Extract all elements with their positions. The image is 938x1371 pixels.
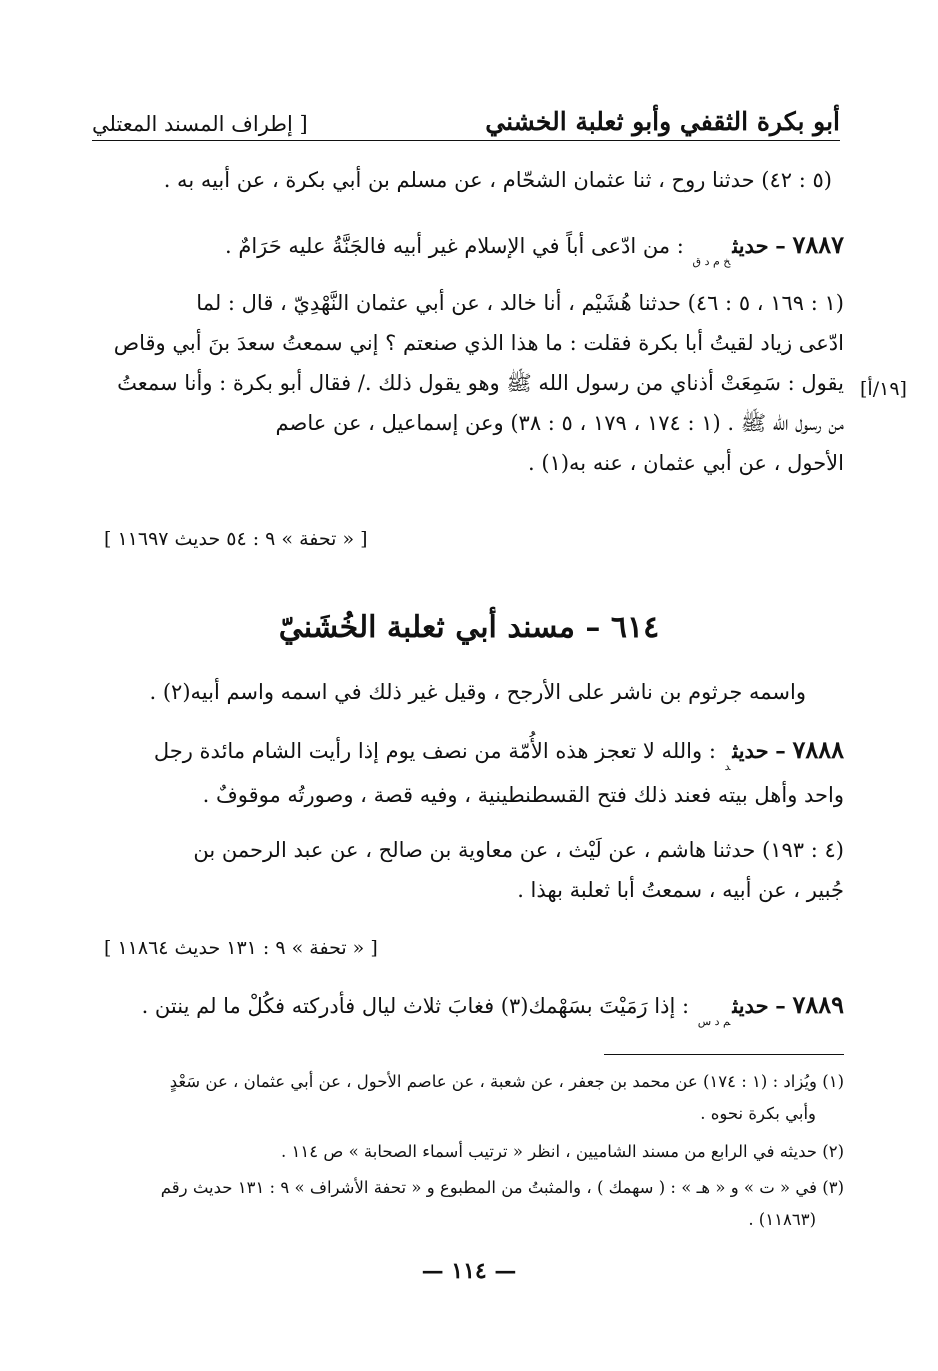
hadith-7888 [92,730,844,815]
chain-paragraph-2 [92,283,844,483]
hadith-sigla: خ م د ق [692,255,731,268]
hadith-label: حديث [732,993,769,1018]
header-title: أبو بكرة الثقفي وأبو ثعلبة الخشني [485,107,840,136]
hadith-label: حديث [732,738,769,763]
text-line: من رسول الله ﷺ . (١ : ١٧٤ ، ١٧٩ ، ٥ : ٣٨) وعن إسماعيل ، عن عاصم [275,411,844,435]
hadith-text: : والله لا تعجز هذه الأُمّة من نصف يوم إذا رأيت الشام مائدة رجل [153,739,716,763]
hadith-7887 [92,225,844,270]
musnad-section-title: ٦١٤ – مسند أبي ثعلبة الخُشَنيّ [278,610,660,645]
footnote-divider [604,1054,844,1055]
footnote-3-line-2: (١١٨٦٣) . [748,1210,816,1229]
hadith-number: ٧٨٨٩ [792,990,844,1019]
text-line: جُبير ، عن أبيه ، سمعتُ أبا ثعلبة بهذا . [517,878,844,902]
text-line: (١ : ١٦٩ ، ٥ : ٤٦) حدثنا هُشَيْم ، أنا خالد ، عن أبي عثمان النَّهْدِيّ ، قال : لما [196,291,844,315]
text-line: يقول : سَمِعَتْ أذناي من رسول الله ﷺ وهو يقول ذلك ./ فقال أبو بكرة : وأنا سمعتُ [117,371,844,395]
text-line: (٥ : ٤٢) حدثنا روح ، ثنا عثمان الشحّام ، عن مسلم بن أبي بكرة ، عن أبيه به . [163,168,832,192]
hadith-label: حديث [732,233,769,258]
hadith-text: : من ادّعى أباً في الإسلام غير أبيه فالجَنَّةُ عليه حَرَامٌ . [225,234,684,258]
footnote-2: (٢) حديثه في الرابع من مسند الشاميين ، انظر « ترتيب أسماء الصحابة » ص ١١٤ . [281,1142,844,1161]
footnote-1-line-1: (١) ويُزاد : (١ : ١٧٤) عن محمد بن جعفر ، عن شعبة ، عن عاصم الأحول ، عن أبي عثمان ، عن سَعْدٍ [169,1072,844,1091]
footnote-3-line-1: (٣) في « ت » و « هـ » : ( سهمك ) ، والمثبتُ من المطبوع و « تحفة الأشراف » ٩ : ١٣١ حديث رقم [160,1178,844,1197]
text-line: ادّعى زياد لقيتُ أبا بكرة فقلت : ما هذا الذي صنعتم ؟ إني سمعتُ سعدَ بنَ أبي وقاص [113,331,844,355]
chain-paragraph-1 [92,160,832,200]
companion-name-line [86,672,806,712]
text-line: (٤ : ١٩٣) حدثنا هاشم ، عن لَيْث ، عن معاوية بن صالح ، عن عبد الرحمن بن [193,838,844,862]
hadith-dash: – [775,233,786,258]
margin-folio-note: [١٩/أ] [860,378,907,400]
text-line: واحد وأهل بيته فعند ذلك فتح القسطنطينية ، وفيه قصة ، وصورتُه موقوفٌ . [202,783,844,807]
running-header [92,100,840,141]
header-book-title: [ إطراف المسند المعتلي [92,112,308,136]
hadith-7889 [92,985,844,1030]
text-line: الأحول ، عن أبي عثمان ، عنه به(١) . [528,451,844,475]
hadith-text: : إذا رَمَيْتَ بسَهْمك(٣) فغابَ ثلاث ليال فأدركته فكُلْ ما لم ينتن . [141,994,690,1018]
tuhfa-reference-2: [ « تحفة » ٩ : ١٣١ حديث ١١٨٦٤ ] [104,937,378,959]
hadith-dash: – [775,738,786,763]
tuhfa-reference-1: [ « تحفة » ٩ : ٥٤ حديث ١١٦٩٧ ] [104,528,368,550]
footnote-1-line-2: وأبي بكرة نحوه . [700,1104,816,1123]
hadith-number: ٧٨٨٨ [792,735,844,764]
chain-paragraph-3 [92,830,844,910]
hadith-sigla: م د س [697,1015,731,1028]
hadith-dash: – [775,993,786,1018]
hadith-sigla: د [724,760,731,773]
hadith-number: ٧٨٨٧ [792,230,844,259]
text-line: واسمه جرثوم بن ناشر على الأرجح ، وقيل غير ذلك في اسمه واسم أبيه(٢) . [149,680,806,704]
page-number: — ١١٤ — [421,1258,517,1284]
